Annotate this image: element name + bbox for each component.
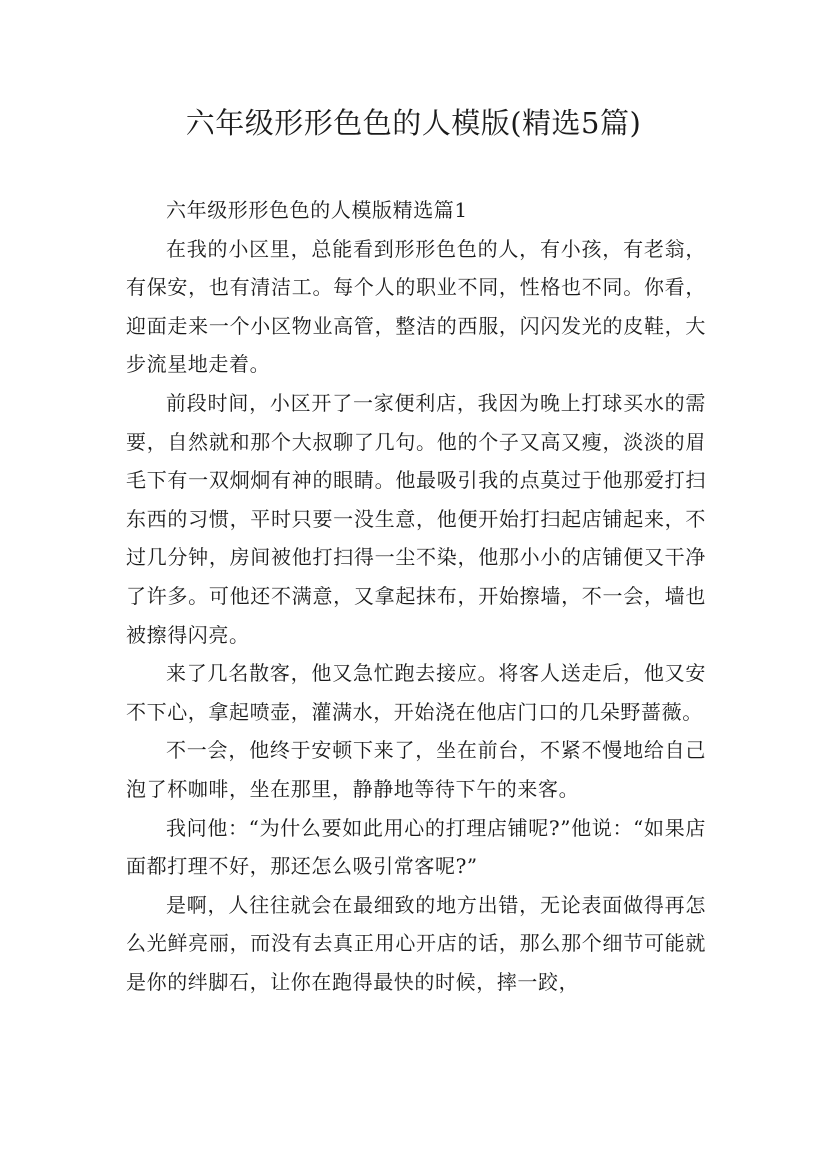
paragraph-3: 来了几名散客，他又急忙跑去接应。将客人送走后，他又安不下心，拿起喷壶，灌满水，开始浇在他店门口的几朵野蔷薇。 — [126, 661, 706, 724]
document-title: 六年级形形色色的人模版(精选5篇) — [185, 106, 642, 140]
paragraph-5: 我问他：“为什么要如此用心的打理店铺呢?”他说：“如果店面都打理不好，那还怎么吸引常客呢?” — [126, 815, 706, 879]
document-body — [126, 191, 706, 1001]
paragraph-2: 前段时间，小区开了一家便利店，我因为晚上打球买水的需要，自然就和那个大叔聊了几句。他的个子又高又瘦，淡淡的眉毛下有一双炯炯有神的眼睛。他最吸引我的点莫过于他那爱打扫东西的习惯，平时只要一没生意，他便开始打扫起店铺起来，不过几分钟，房间被他打扫得一尘不染，他那小小的店铺便又干净了许多。可他还不满意，又拿起抹布，开始擦墙，不一会，墙也被擦得闪亮。 — [126, 390, 706, 647]
paragraph-4: 不一会，他终于安顿下来了，坐在前台，不紧不慢地给自己泡了杯咖啡，坐在那里，静静地等待下午的来客。 — [126, 738, 706, 801]
section-heading: 六年级形形色色的人模版精选篇1 — [166, 198, 468, 222]
paragraph-1: 在我的小区里，总能看到形形色色的人，有小孩，有老翁，有保安，也有清洁工。每个人的职业不同，性格也不同。你看，迎面走来一个小区物业高管，整洁的西服，闪闪发光的皮鞋，大步流星地走着。 — [126, 236, 706, 377]
paragraph-6: 是啊，人往往就会在最细致的地方出错，无论表面做得再怎么光鲜亮丽，而没有去真正用心开店的话，那么那个细节可能就是你的绊脚石，让你在跑得最快的时候，摔一跤， — [126, 892, 706, 994]
